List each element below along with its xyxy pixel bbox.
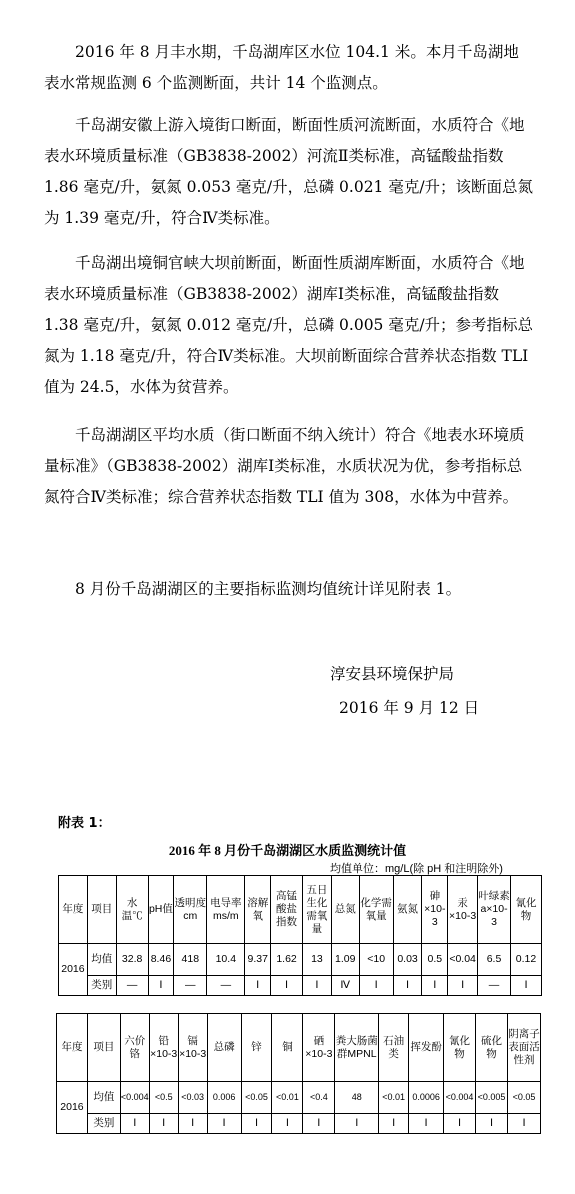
mean-value-6: 13 — [303, 944, 332, 976]
class-value-2: — — [174, 976, 207, 996]
class-label: 类别 — [87, 976, 116, 996]
class-value-4: Ⅰ — [241, 1114, 272, 1134]
column-header-9: 氨氮 — [393, 876, 422, 944]
mean-value-10: 0.5 — [422, 944, 448, 976]
class-value-3: — — [207, 976, 245, 996]
mean-value-8: <0.01 — [379, 1082, 409, 1114]
class-value-12: — — [478, 976, 511, 996]
mean-value-4: <0.05 — [241, 1082, 272, 1114]
class-value-9: Ⅰ — [409, 1114, 444, 1134]
class-value-6: Ⅰ — [303, 976, 332, 996]
column-header-7: 总氮 — [331, 876, 359, 944]
column-header-2: 镉×10-3 — [178, 1014, 207, 1082]
column-header-11: 硫化物 — [476, 1014, 508, 1082]
class-value-7: Ⅰ — [335, 1114, 379, 1134]
mean-value-9: 0.03 — [393, 944, 422, 976]
class-value-0: Ⅰ — [120, 1114, 149, 1134]
mean-value-10: <0.004 — [444, 1082, 476, 1114]
class-value-1: Ⅰ — [149, 1114, 178, 1134]
mean-label: 均值 — [87, 1082, 120, 1114]
class-value-2: Ⅰ — [178, 1114, 207, 1134]
column-header-0: 六价铬 — [120, 1014, 149, 1082]
class-value-5: Ⅰ — [272, 1114, 303, 1134]
column-header-2: 透明度cm — [174, 876, 207, 944]
paragraph-3: 千岛湖出境铜官峡大坝前断面，断面性质湖库断面，水质符合《地表水环境质量标准（GB3838-2002）湖库Ⅰ类标准，高锰酸盐指数 1.38 毫克/升，氨氮 0.012 毫克/升，总磷 0.005 毫克/升；参考指标总氮为 1.18 毫克/升，符合Ⅳ类标准。大坝前断面综合营养状态指数 TLI 值为 24.5，水体为贫营养。 — [44, 254, 534, 396]
mean-value-5: <0.01 — [272, 1082, 303, 1114]
mean-value-12: <0.05 — [508, 1082, 541, 1114]
column-header-11: 汞×10-3 — [448, 876, 478, 944]
column-header-10: 氰化物 — [444, 1014, 476, 1082]
class-value-7: Ⅳ — [331, 976, 359, 996]
class-value-10: Ⅰ — [444, 1114, 476, 1134]
monitoring-table-2 — [56, 1013, 541, 1134]
mean-value-0: <0.004 — [120, 1082, 149, 1114]
column-header-9: 挥发酚 — [409, 1014, 444, 1082]
mean-value-3: 10.4 — [207, 944, 245, 976]
item-header: 项目 — [87, 876, 116, 944]
mean-value-11: <0.005 — [476, 1082, 508, 1114]
class-value-4: Ⅰ — [245, 976, 271, 996]
class-label: 类别 — [87, 1114, 120, 1134]
monitoring-table-1 — [58, 875, 542, 996]
class-value-11: Ⅰ — [476, 1114, 508, 1134]
paragraph-4: 千岛湖湖区平均水质（街口断面不纳入统计）符合《地表水环境质量标准》（GB3838-2002）湖库Ⅰ类标准，水质状况为优，参考指标总氮符合Ⅳ类标准；综合营养状态指数 TLI 值为 308，水体为中营养。 — [44, 426, 525, 506]
column-header-5: 铜 — [272, 1014, 303, 1082]
mean-value-2: <0.03 — [178, 1082, 207, 1114]
column-header-13: 氰化物 — [511, 876, 542, 944]
mean-value-7: 48 — [335, 1082, 379, 1114]
column-header-6: 五日生化需氧量 — [303, 876, 332, 944]
unit-note: 均值单位：mg/L(除 pH 和注明除外) — [330, 863, 503, 875]
paragraph-5: 8 月份千岛湖湖区的主要指标监测均值统计详见附表 1。 — [75, 580, 462, 598]
class-value-8: Ⅰ — [379, 1114, 409, 1134]
mean-label: 均值 — [87, 944, 116, 976]
column-header-0: 水温℃ — [116, 876, 148, 944]
table-title: 2016 年 8 月份千岛湖湖区水质监测统计值 — [168, 843, 407, 858]
paragraph-2: 千岛湖安徽上游入境街口断面，断面性质河流断面，水质符合《地表水环境质量标准（GB3838-2002）河流Ⅱ类标准，高锰酸盐指数 1.86 毫克/升，氨氮 0.053 毫克/升，总磷 0.021 毫克/升；该断面总氮为 1.39 毫克/升，符合Ⅳ类标准。 — [44, 116, 534, 227]
class-value-9: Ⅰ — [393, 976, 422, 996]
mean-value-11: <0.04 — [448, 944, 478, 976]
paragraph-1: 2016 年 8 月丰水期，千岛湖库区水位 104.1 米。本月千岛湖地表水常规监测 6 个监测断面，共计 14 个监测点。 — [44, 43, 519, 92]
annex-label: 附表 1： — [58, 816, 111, 831]
class-value-8: Ⅰ — [359, 976, 393, 996]
class-value-11: Ⅰ — [448, 976, 478, 996]
year-cell: 2016 — [57, 1082, 88, 1134]
mean-value-1: <0.5 — [149, 1082, 178, 1114]
signature-org: 淳安县环境保护局 — [330, 665, 455, 683]
column-header-10: 砷×10-3 — [422, 876, 448, 944]
mean-value-8: <10 — [359, 944, 393, 976]
class-value-0: — — [116, 976, 148, 996]
mean-value-6: <0.4 — [303, 1082, 335, 1114]
column-header-5: 高锰酸盐指数 — [271, 876, 303, 944]
mean-value-5: 1.62 — [271, 944, 303, 976]
item-header: 项目 — [87, 1014, 120, 1082]
mean-value-1: 8.46 — [148, 944, 174, 976]
column-header-3: 电导率ms/m — [207, 876, 245, 944]
column-header-7: 粪大肠菌群MPNL — [335, 1014, 379, 1082]
class-value-6: Ⅰ — [303, 1114, 335, 1134]
class-value-12: Ⅰ — [508, 1114, 541, 1134]
column-header-1: pH值 — [148, 876, 174, 944]
mean-value-13: 0.12 — [511, 944, 542, 976]
mean-value-12: 6.5 — [478, 944, 511, 976]
mean-value-9: 0.0006 — [409, 1082, 444, 1114]
column-header-8: 石油类 — [379, 1014, 409, 1082]
year-cell: 2016 — [59, 944, 88, 996]
year-header: 年度 — [59, 876, 88, 944]
class-value-1: Ⅰ — [148, 976, 174, 996]
mean-value-3: 0.006 — [207, 1082, 241, 1114]
class-value-5: Ⅰ — [271, 976, 303, 996]
year-header: 年度 — [57, 1014, 88, 1082]
signature-date: 2016 年 9 月 12 日 — [339, 699, 480, 717]
column-header-8: 化学需氧量 — [359, 876, 393, 944]
column-header-12: 叶绿素a×10-3 — [478, 876, 511, 944]
column-header-6: 硒×10-3 — [303, 1014, 335, 1082]
mean-value-4: 9.37 — [245, 944, 271, 976]
mean-value-2: 418 — [174, 944, 207, 976]
class-value-3: Ⅰ — [207, 1114, 241, 1134]
column-header-4: 溶解氧 — [245, 876, 271, 944]
class-value-13: Ⅰ — [511, 976, 542, 996]
column-header-3: 总磷 — [207, 1014, 241, 1082]
class-value-10: Ⅰ — [422, 976, 448, 996]
column-header-12: 阴离子表面活性剂 — [508, 1014, 541, 1082]
column-header-1: 铅×10-3 — [149, 1014, 178, 1082]
mean-value-0: 32.8 — [116, 944, 148, 976]
mean-value-7: 1.09 — [331, 944, 359, 976]
column-header-4: 锌 — [241, 1014, 272, 1082]
